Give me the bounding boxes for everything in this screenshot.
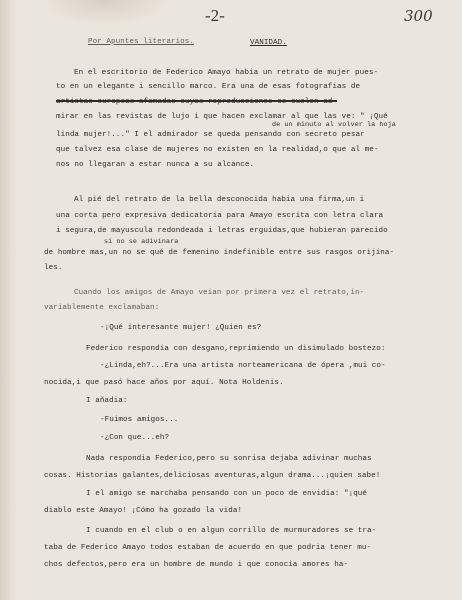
text-line: -¿Con que...eh?	[100, 434, 170, 442]
text-line: linda mujer!..." I el admirador se queda pensando con secreto pesar	[56, 131, 365, 139]
document-title: VANIDAD.	[250, 39, 287, 47]
text-line: I añadia:	[86, 397, 128, 405]
folio-number: 300	[404, 7, 433, 25]
text-line: diablo este Amayo! ¡Cómo ha gozado la vida!	[44, 507, 243, 515]
text-line: chos defectos,pero era un hombre de mundo i que conocia amores ha-	[44, 561, 349, 569]
text-line: de hombre mas,un no se qué de femenino indefinible entre sus rasgos orijina-	[44, 249, 395, 257]
text-line: I el amigo se marchaba pensando con un poco de envidia: "¡qué	[86, 490, 368, 498]
text-line: En el escritorio de Federico Amayo habia un retrato de mujer pues-	[74, 69, 379, 77]
text-line: que talvez esa clase de mujeres no existen en la realidad,o que al me-	[56, 146, 379, 154]
text-line: to en un elegante i sencillo marco. Era una de esas fotografias de	[56, 83, 361, 91]
text-line: cosas. Historias galantes,deliciosas aventuras,algun drama...¡quien sabe!	[44, 472, 381, 480]
insertion-line: si no se adivinara	[104, 238, 179, 246]
text-line: i segura,de mayuscula redondeada i letras erguidas,que hubieran parecido	[56, 227, 388, 235]
text-line: -¿Linda,eh?...Era una artista norteamericana de ópera ,mui co-	[100, 362, 386, 370]
text-line: taba de Federico Amayo todos estaban de acuerdo en que podria tener mu-	[44, 544, 372, 552]
page-number: -2-	[205, 6, 225, 25]
text-line: Nada respondia Federico,pero su sonrisa dejaba adivinar muchas	[86, 455, 372, 463]
text-line-struck: artistas europeas afamadas cuyas reproducciones se suelen ad-	[56, 98, 338, 106]
text-line: Al pié del retrato de la bella desconocida habia una firma,un i	[74, 196, 365, 204]
text-line: una corta pero expresiva dedicatoria para Amayo escrita con letra clara	[56, 212, 384, 220]
insertion-line: de un minuto al volver la hoja	[272, 121, 396, 129]
torn-edge	[0, 0, 18, 600]
text-line: -¡Qué interesante mujer! ¿Quien es?	[100, 324, 262, 332]
text-line: nos no llegaran a estar nunca a su alcance.	[56, 161, 255, 169]
paper-stain	[40, 0, 170, 26]
text-line: mirar en las revistas de lujo i que hacen exclamar al que las ve: " ¡Qué	[56, 113, 388, 121]
text-line: Federico respondia con desgano,reprimiendo un disimulado bostezo:	[86, 345, 386, 353]
text-line: variablemente exclamaban:	[44, 304, 160, 312]
text-line: I cuando en el club o en algun corrillo de murmuradores se tra-	[86, 527, 377, 535]
struck-header: Por Apuntes literarios.	[88, 38, 194, 46]
text-line: -Fuimos amigos...	[100, 416, 179, 424]
text-line: Cuando los amigos de Amayo veian por primera vez el retrato,in-	[74, 289, 365, 297]
text-line: nocida,i que pasó hace años por aquí. Nota Holdenis.	[44, 379, 284, 387]
text-line: les.	[44, 264, 63, 272]
